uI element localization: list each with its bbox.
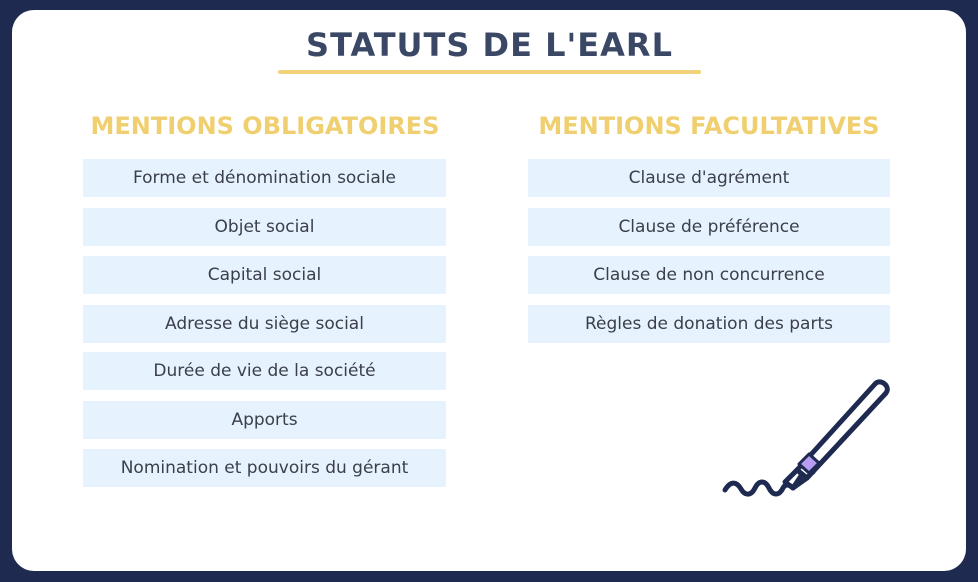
list-item-optional: Clause d'agrément	[528, 159, 890, 197]
list-item-mandatory: Objet social	[83, 208, 446, 246]
page-title: STATUTS DE L'EARL	[306, 26, 673, 64]
fountain-pen-icon	[715, 372, 900, 507]
heading-optional: MENTIONS FACULTATIVES	[538, 112, 880, 140]
title-underline	[278, 70, 701, 74]
list-item-mandatory: Nomination et pouvoirs du gérant	[83, 449, 446, 487]
list-item-mandatory: Durée de vie de la société	[83, 352, 446, 390]
list-item-optional: Règles de donation des parts	[528, 305, 890, 343]
list-item-mandatory: Apports	[83, 401, 446, 439]
list-item-mandatory: Forme et dénomination sociale	[83, 159, 446, 197]
list-item-optional: Clause de préférence	[528, 208, 890, 246]
list-item-mandatory: Adresse du siège social	[83, 305, 446, 343]
list-item-optional: Clause de non concurrence	[528, 256, 890, 294]
list-item-mandatory: Capital social	[83, 256, 446, 294]
heading-mandatory: MENTIONS OBLIGATOIRES	[90, 112, 440, 140]
